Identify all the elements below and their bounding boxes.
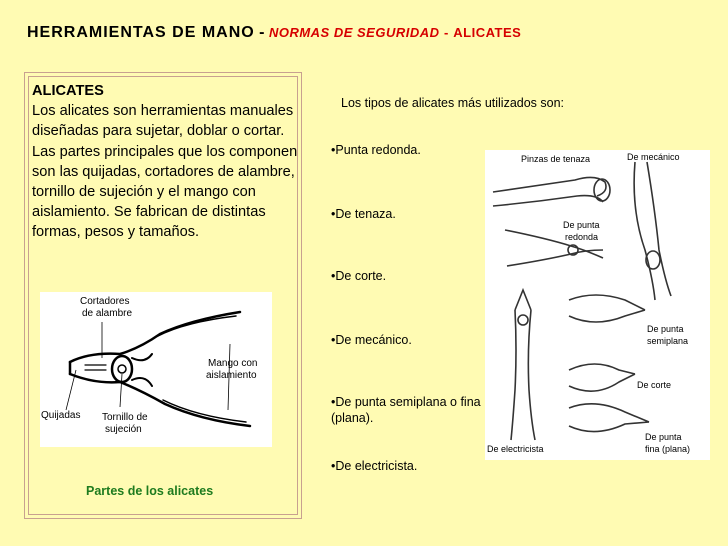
label-sujecion: sujeción	[105, 424, 142, 435]
photo-label-redonda-2: redonda	[565, 232, 599, 242]
photo-label-semiplana-2: semiplana	[647, 336, 689, 346]
pliers-parts-diagram	[40, 292, 272, 447]
label-aislamiento: aislamiento	[206, 370, 257, 381]
title-topic: ALICATES	[453, 25, 522, 40]
type-item: •De corte.	[331, 269, 387, 283]
types-intro: Los tipos de alicates más utilizados son:	[341, 96, 565, 110]
type-item: •De tenaza.	[331, 207, 396, 221]
title-subtitle: NORMAS DE SEGURIDAD	[268, 25, 440, 40]
title-separator-2: -	[443, 25, 449, 40]
photo-label-corte: De corte	[637, 380, 672, 390]
photo-label-semiplana-1: De punta	[647, 324, 684, 334]
label-mango: Mango con	[208, 358, 258, 369]
label-quijadas: Quijadas	[41, 410, 81, 421]
title-separator: -	[259, 24, 265, 41]
label-cortadores: Cortadores	[80, 296, 130, 307]
photo-label-tenaza: Pinzas de tenaza	[521, 154, 591, 164]
description-paragraph-2: Las partes principales que los componen son las quijadas, cortadores de alambre, tornillo de sujeción y el mango con aislamiento. Se fabrican de distintas formas, pesos y tamaños.	[32, 143, 298, 241]
photo-label-mecanico: De mecánico	[627, 152, 680, 162]
photo-label-fina-1: De punta	[645, 432, 682, 442]
title-main: HERRAMIENTAS DE MANO	[27, 24, 255, 41]
page-title	[27, 24, 717, 42]
diagram-caption: Partes de los alicates	[86, 484, 214, 498]
type-item: •Punta redonda.	[331, 143, 421, 157]
photo-label-electricista: De electricista	[487, 444, 544, 454]
pliers-types-photo	[485, 150, 710, 460]
label-tornillo: Tornillo de	[102, 412, 148, 423]
label-de-alambre: de alambre	[82, 308, 133, 319]
type-item: •De mecánico.	[331, 333, 412, 347]
photo-label-fina-2: fina (plana)	[645, 444, 691, 454]
type-item: •De electricista.	[331, 459, 418, 473]
type-item: •De punta semiplana o fina (plana).	[331, 395, 481, 425]
photo-label-redonda-1: De punta	[563, 220, 600, 230]
description-text	[32, 81, 302, 243]
description-heading: ALICATES	[32, 83, 104, 99]
description-paragraph-1: Los alicates son herramientas manuales diseñadas para sujetar, doblar o cortar.	[32, 103, 294, 140]
pliers-illustration	[70, 312, 250, 426]
